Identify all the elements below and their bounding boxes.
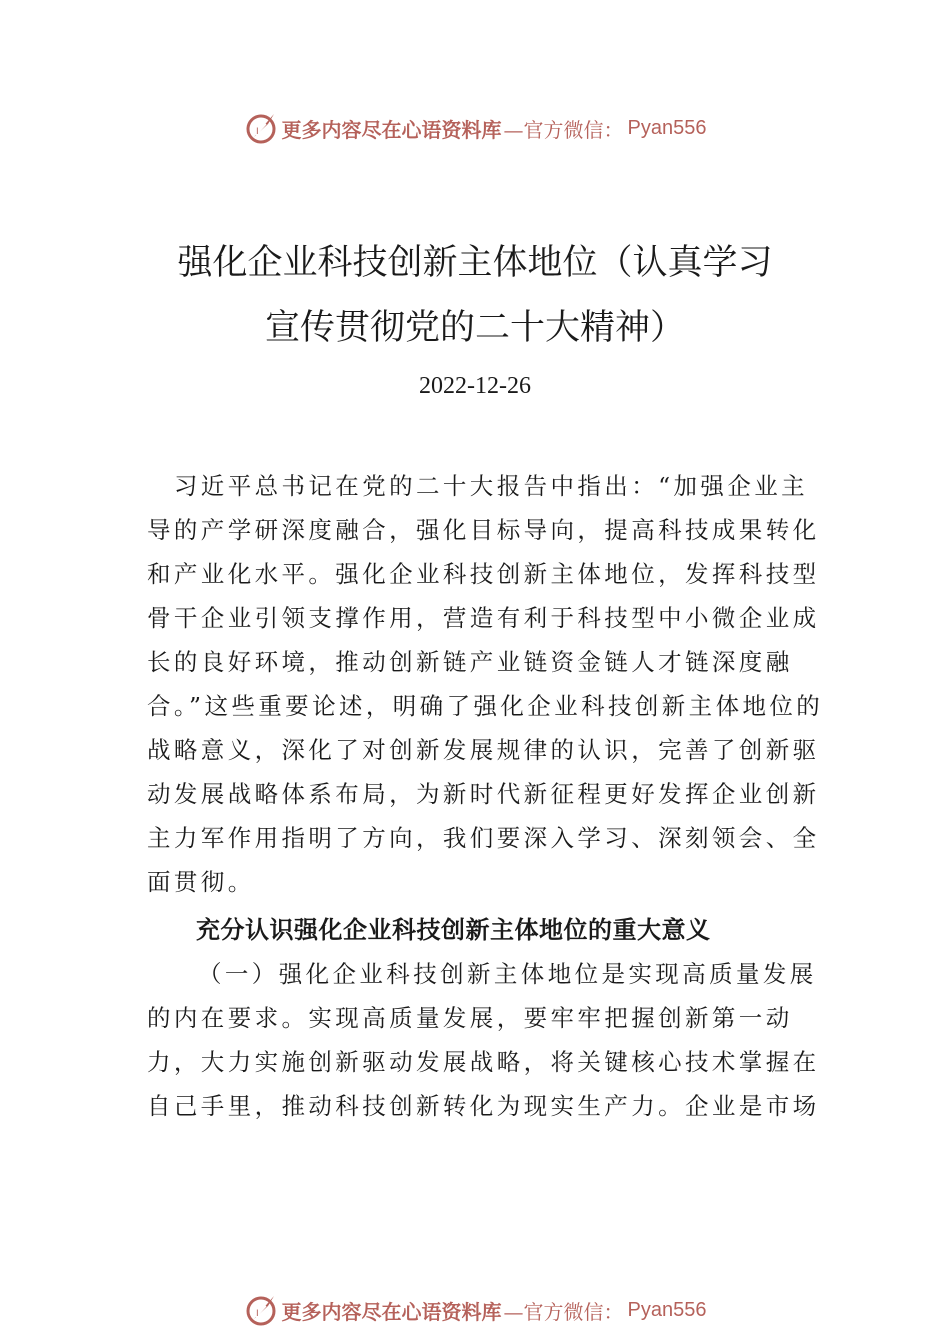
paragraph-line: 战略意义，深化了对创新发展规律的认识，完善了创新驱 — [147, 736, 820, 764]
svg-text:I: I — [255, 127, 259, 137]
watermark-separator-text: —官方微信： — [503, 117, 624, 142]
paragraph-line: 导的产学研深度融合，强化目标导向，提高科技成果转化 — [147, 516, 820, 544]
watermark-main-text: 更多内容尽在心语资料库 — [281, 117, 502, 142]
paragraph-line: （一）强化企业科技创新主体地位是实现高质量发展 — [198, 960, 817, 988]
paragraph-line: 力，大力实施创新驱动发展战略，将关键核心技术掌握在 — [147, 1048, 820, 1076]
paragraph-line: 面贯彻。 — [147, 868, 255, 896]
paragraph-line: 长的良好环境，推动创新链产业链资金链人才链深度融 — [147, 648, 793, 676]
paragraph-line: 动发展战略体系布局，为新时代新征程更好发挥企业创新 — [147, 780, 820, 808]
paragraph-line: 自己手里，推动科技创新转化为现实生产力。企业是市场 — [147, 1092, 820, 1120]
document-title-line-1: 强化企业科技创新主体地位（认真学习 — [177, 243, 773, 283]
watermark-main-text: 更多内容尽在心语资料库 — [281, 1299, 502, 1324]
paragraph-line: 合。”这些重要论述，明确了强化企业科技创新主体地位的 — [147, 692, 824, 720]
header-watermark — [0, 108, 950, 148]
document-title-line-2: 宣传贯彻党的二十大精神） — [264, 308, 685, 348]
paragraph-line: 和产业化水平。强化企业科技创新主体地位，发挥科技型 — [147, 560, 820, 588]
svg-text:I: I — [255, 1309, 259, 1319]
watermark-wechat-id: Pyan556 — [627, 1298, 707, 1321]
section-heading: 充分认识强化企业科技创新主体地位的重大意义 — [196, 916, 711, 944]
watermark-wechat-id: Pyan556 — [627, 116, 707, 139]
watermark-separator-text: —官方微信： — [503, 1299, 624, 1324]
paragraph-line: 主力军作用指明了方向，我们要深入学习、深刻领会、全 — [147, 824, 820, 852]
footer-watermark — [0, 1290, 950, 1330]
document-date: 2022-12-26 — [419, 373, 531, 399]
paragraph-line: 的内在要求。实现高质量发展，要牢牢把握创新第一动 — [147, 1004, 793, 1032]
paragraph-line: 习近平总书记在党的二十大报告中指出：“加强企业主 — [147, 472, 809, 500]
quill-logo-icon — [244, 1292, 280, 1328]
paragraph-line: 骨干企业引领支撑作用，营造有利于科技型中小微企业成 — [147, 604, 820, 632]
quill-logo-icon — [244, 110, 280, 146]
